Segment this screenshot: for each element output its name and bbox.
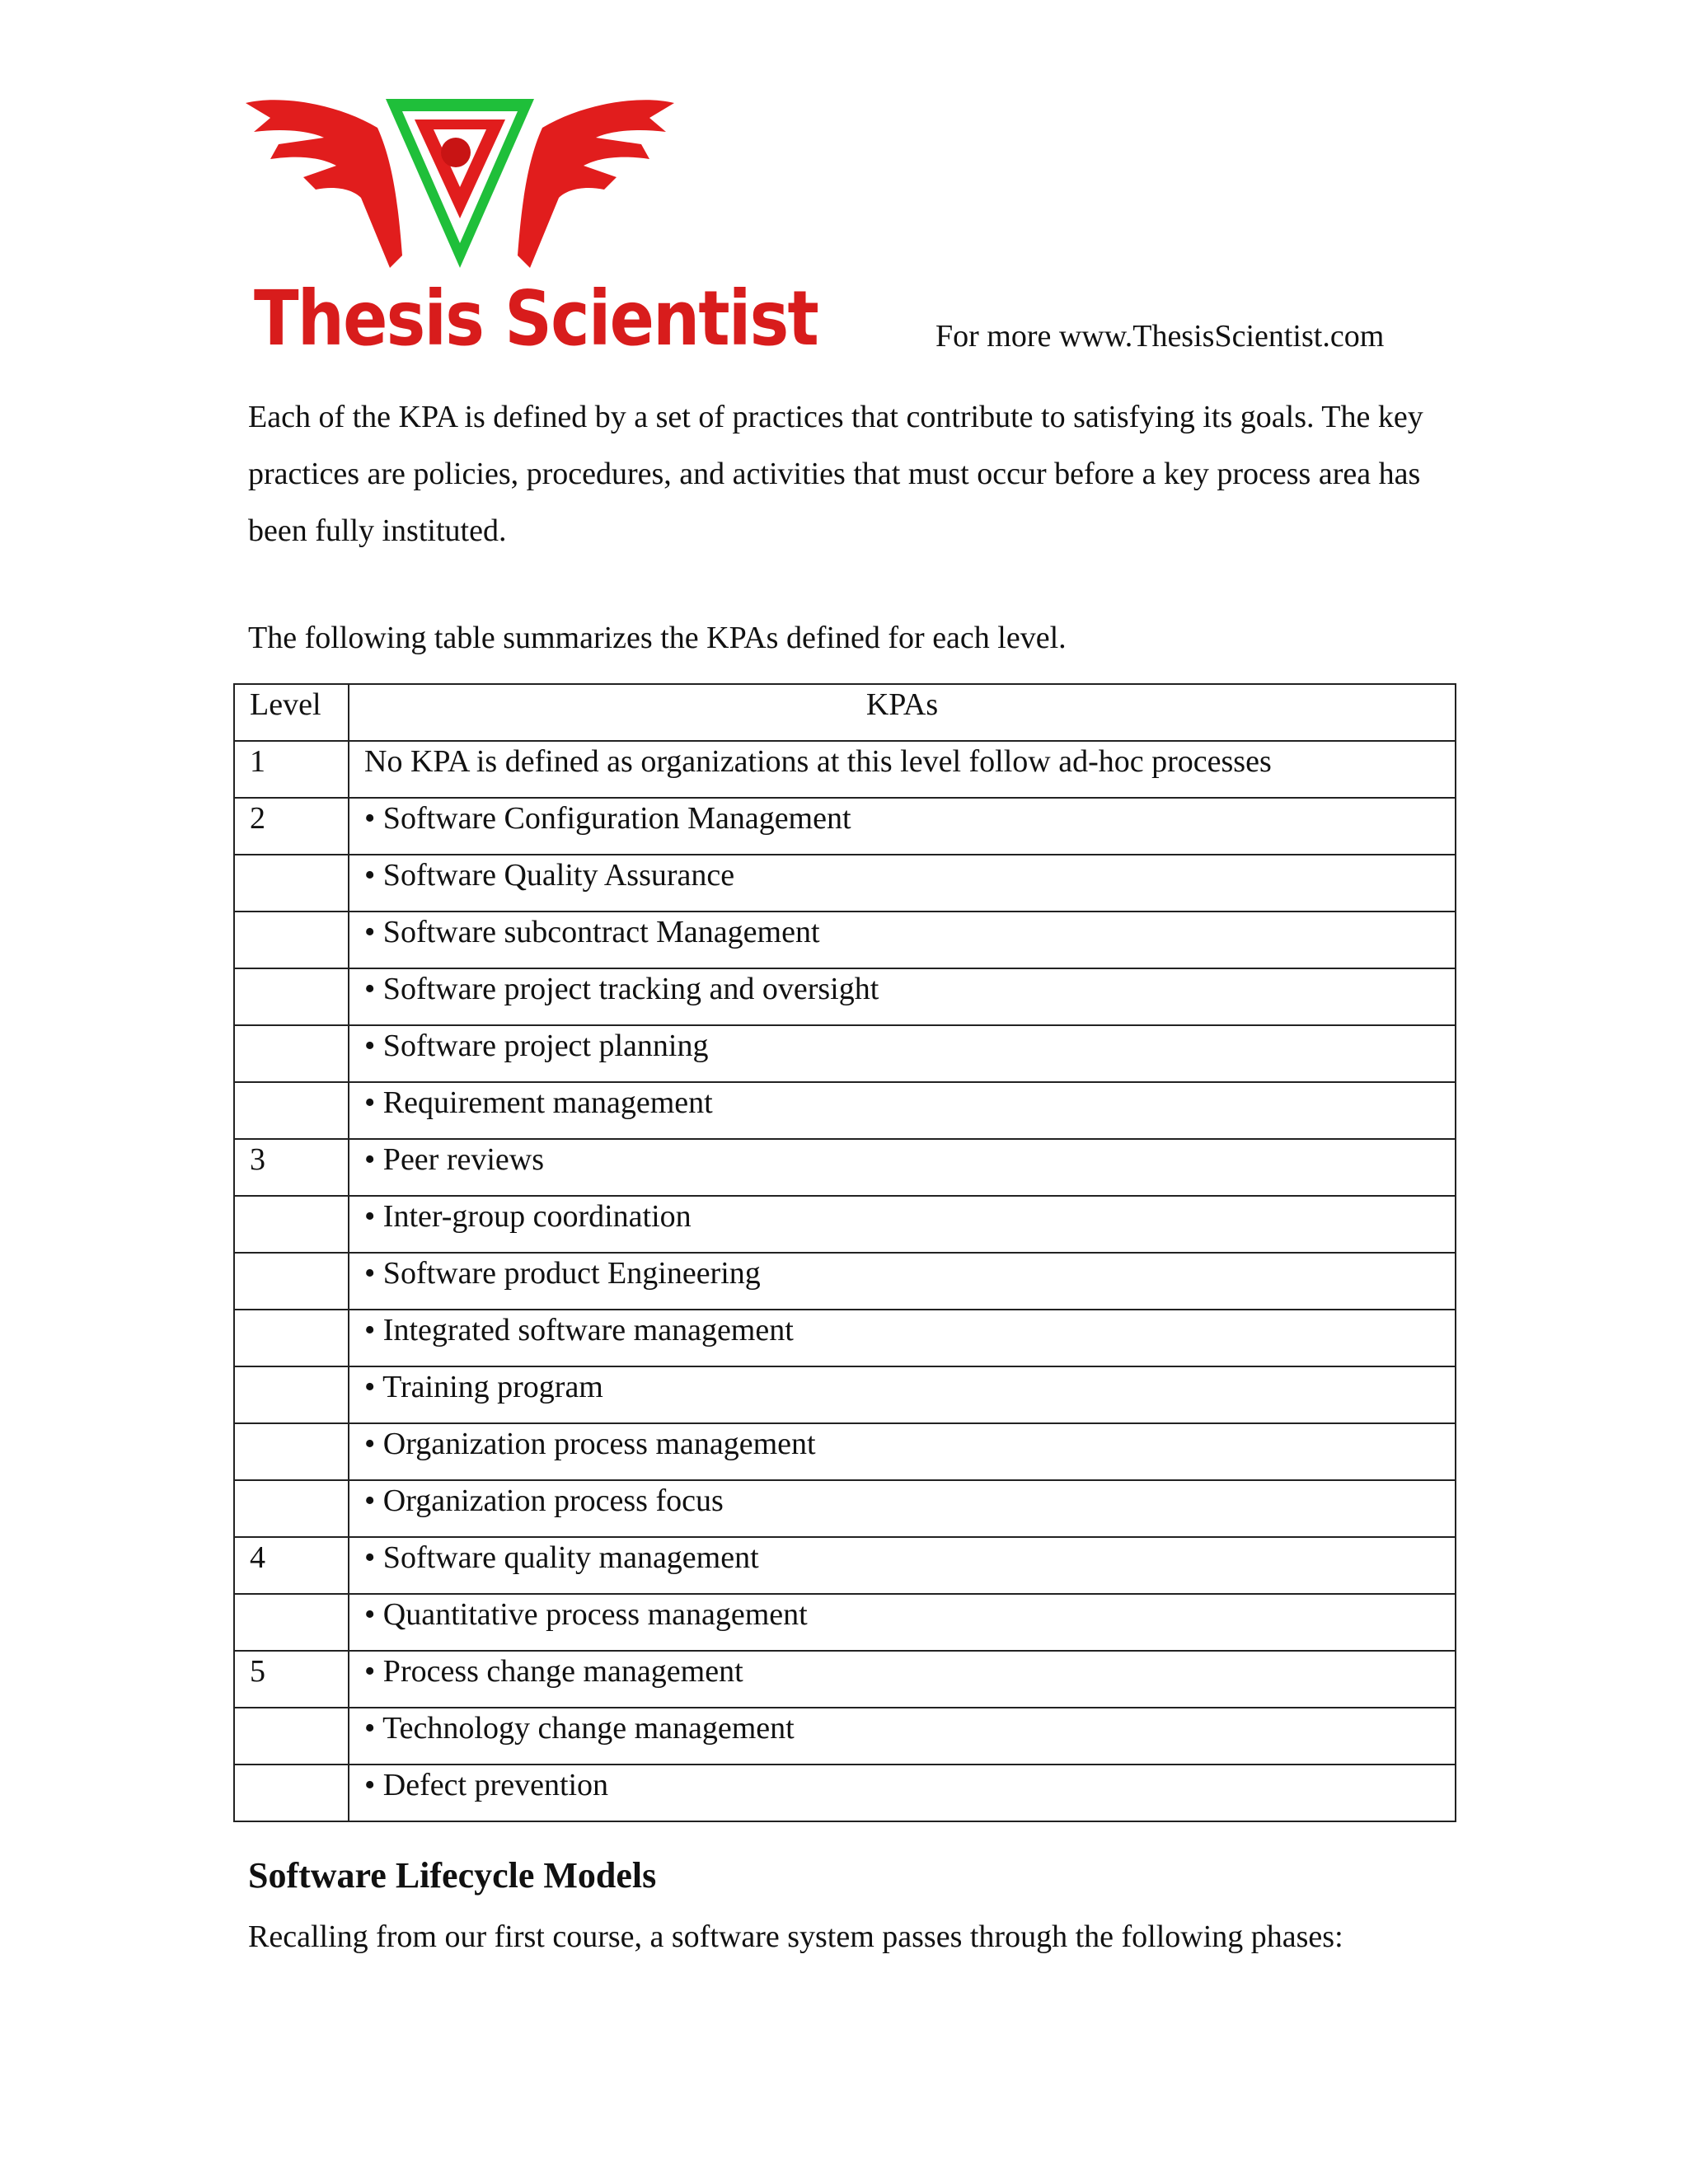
table-row	[234, 1366, 1456, 1423]
table-row	[234, 1594, 1456, 1651]
kpa-cell: • Technology change management	[349, 1708, 1456, 1765]
table-row	[234, 1708, 1456, 1765]
level-cell: 5	[234, 1651, 349, 1708]
winged-emblem-icon	[246, 95, 674, 276]
level-cell	[234, 1310, 349, 1366]
kpa-cell: • Process change management	[349, 1651, 1456, 1708]
level-cell	[234, 1025, 349, 1082]
kpa-cell: • Organization process focus	[349, 1480, 1456, 1537]
level-cell	[234, 912, 349, 968]
kpa-cell: No KPA is defined as organizations at this level follow ad-hoc processes	[349, 741, 1456, 798]
level-cell	[234, 1366, 349, 1423]
website-link[interactable]: For more www.ThesisScientist.com	[935, 319, 1385, 354]
kpa-cell: • Software project planning	[349, 1025, 1456, 1082]
kpa-cell: • Training program	[349, 1366, 1456, 1423]
table-row	[234, 1651, 1456, 1708]
level-cell	[234, 968, 349, 1025]
kpa-table	[233, 683, 1456, 1822]
table-intro: The following table summarizes the KPAs defined for each level.	[248, 621, 1067, 655]
table-row	[234, 1253, 1456, 1310]
kpa-cell: • Software subcontract Management	[349, 912, 1456, 968]
table-row	[234, 741, 1456, 798]
table-row	[234, 798, 1456, 855]
level-cell: 2	[234, 798, 349, 855]
table-row	[234, 1139, 1456, 1196]
level-cell	[234, 1480, 349, 1537]
section-text: Recalling from our first course, a software system passes through the following phases:	[248, 1919, 1343, 1954]
level-cell: 1	[234, 741, 349, 798]
level-cell	[234, 1423, 349, 1480]
kpa-cell: • Integrated software management	[349, 1310, 1456, 1366]
kpa-cell: • Requirement management	[349, 1082, 1456, 1139]
level-cell	[234, 1082, 349, 1139]
kpa-cell: • Organization process management	[349, 1423, 1456, 1480]
section-heading: Software Lifecycle Models	[248, 1855, 657, 1896]
kpa-cell: • Software quality management	[349, 1537, 1456, 1594]
level-cell	[234, 1594, 349, 1651]
table-row	[234, 968, 1456, 1025]
kpa-cell: • Peer reviews	[349, 1139, 1456, 1196]
kpa-cell: • Defect prevention	[349, 1765, 1456, 1821]
intro-paragraph	[248, 389, 1468, 560]
table-row	[234, 1765, 1456, 1821]
table-row	[234, 1480, 1456, 1537]
kpa-cell: • Software project tracking and oversight	[349, 968, 1456, 1025]
level-cell	[234, 1196, 349, 1253]
table-row	[234, 1082, 1456, 1139]
kpa-cell: • Inter-group coordination	[349, 1196, 1456, 1253]
table-row	[234, 1537, 1456, 1594]
level-cell	[234, 1708, 349, 1765]
kpa-cell: • Software product Engineering	[349, 1253, 1456, 1310]
level-cell: 3	[234, 1139, 349, 1196]
kpa-cell: • Quantitative process management	[349, 1594, 1456, 1651]
kpas-header: KPAs	[349, 684, 1456, 741]
kpa-cell: • Software Configuration Management	[349, 798, 1456, 855]
table-row	[234, 1025, 1456, 1082]
level-cell	[234, 1253, 349, 1310]
level-cell	[234, 855, 349, 912]
table-row	[234, 855, 1456, 912]
table-row	[234, 1423, 1456, 1480]
table-row	[234, 1310, 1456, 1366]
table-row	[234, 912, 1456, 968]
level-cell	[234, 1765, 349, 1821]
thesis-scientist-logo	[246, 95, 818, 375]
table-header-row	[234, 684, 1456, 741]
table-row	[234, 1196, 1456, 1253]
kpa-cell: • Software Quality Assurance	[349, 855, 1456, 912]
paragraph-text: Each of the KPA is defined by a set of practices that contribute to satisfying its goals. The key practices are policies, procedures, and activities that must occur before a key process area has been fully instituted.	[248, 400, 1423, 548]
level-cell: 4	[234, 1537, 349, 1594]
level-header: Level	[234, 684, 349, 741]
logo-text: Thesis Scientist	[254, 274, 818, 363]
